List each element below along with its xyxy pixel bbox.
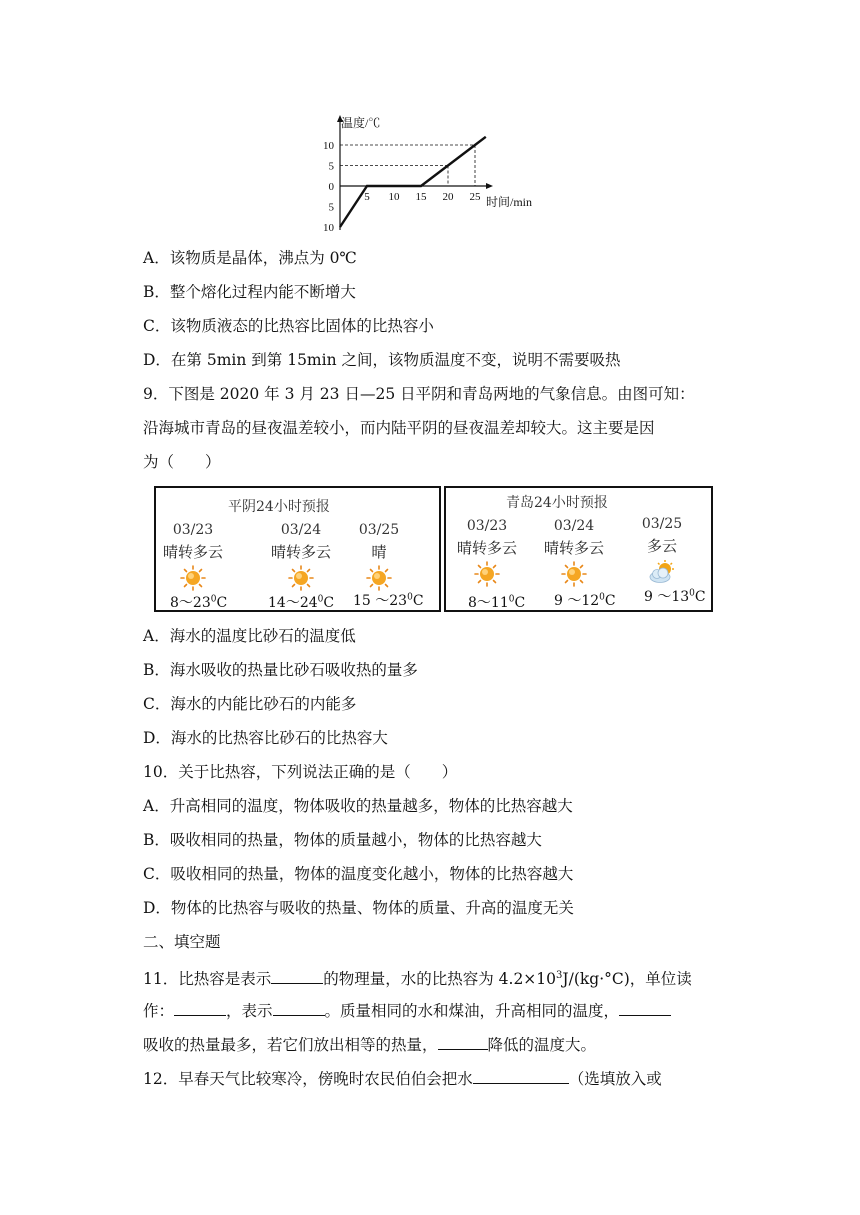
x-tick-label: 25 <box>469 191 481 203</box>
sun-icon <box>286 565 316 591</box>
qingdao-forecast-panel <box>444 486 713 612</box>
q11-line1: 11．比热容是表示 的物理量，水的比热容为 $4.2\times 10^3J/(kg\cdot^\circ C)$，单位读 <box>143 970 692 989</box>
q9-option-c: C．海水的内能比砂石的内能多 <box>143 695 357 713</box>
answer-blank[interactable] <box>273 1000 325 1016</box>
q9-option-b: B．海水吸收的热量比砂石吸收热的量多 <box>143 661 418 679</box>
forecast-condition: 晴转多云 <box>456 539 517 557</box>
forecast-condition: 多云 <box>646 537 677 555</box>
x-axis-arrow <box>486 183 493 189</box>
sun-icon <box>178 565 208 591</box>
q9-option-a: A．海水的温度比砂石的温度低 <box>143 627 356 645</box>
y-tick-label: 0 <box>328 181 334 193</box>
forecast-day <box>334 522 424 591</box>
forecast-temp: $14\sim 24^0C$ <box>268 594 335 611</box>
forecast-temp: $8\sim 11^0C$ <box>468 594 526 611</box>
forecast-title: 平阴24小时预报 <box>228 499 330 515</box>
q9-stem-line3: 为（ ） <box>143 453 221 471</box>
q12-line1: 12．早春天气比较寒冷，傍晚时农民伯伯会把水 （选填放入或 <box>143 1070 662 1088</box>
y-tick-label: 5 <box>328 160 334 173</box>
q9-option-d: D．海水的比热容比砂石的比热容大 <box>143 729 388 747</box>
forecast-date: 03/24 <box>553 518 595 534</box>
y-tick-label: 5 <box>328 201 334 214</box>
forecast-day <box>617 516 707 585</box>
y-tick-label: 10 <box>323 222 334 234</box>
q10-option-b: B．吸收相同的热量，物体的质量越小，物体的比热容越大 <box>143 831 542 849</box>
y-tick-label: 10 <box>323 140 334 152</box>
forecast-date: 03/23 <box>466 518 508 534</box>
answer-blank[interactable] <box>438 1034 488 1050</box>
forecast-temp: 9 $\sim 13^0C$ <box>644 588 706 605</box>
answer-blank[interactable] <box>174 1000 226 1016</box>
x-tick-label: 15 <box>415 191 427 203</box>
forecast-date: 03/25 <box>358 522 400 538</box>
answer-blank[interactable] <box>473 1068 569 1084</box>
x-axis-label: 时间/min <box>486 195 533 209</box>
forecast-date: 03/25 <box>641 516 683 532</box>
answer-blank[interactable] <box>619 1000 671 1016</box>
q8-option-d: D．在第 5min 到第 15min 之间，该物质温度不变，说明不需要吸热 <box>143 351 621 369</box>
forecast-temp: 15 $\sim 23^0C$ <box>353 592 424 609</box>
q9-stem-line2: 沿海城市青岛的昼夜温差较小，而内陆平阴的昼夜温差却较大。这主要是因 <box>143 419 655 437</box>
q10-stem: 10．关于比热容，下列说法正确的是（ ） <box>143 763 458 781</box>
forecast-day <box>148 522 238 591</box>
q8-option-b: B．整个熔化过程内能不断增大 <box>143 283 356 301</box>
sun-icon <box>472 561 502 587</box>
x-tick-label: 20 <box>442 191 454 203</box>
forecast-date: 03/23 <box>172 522 214 538</box>
sun-icon <box>559 561 589 587</box>
forecast-day <box>442 518 532 587</box>
q10-option-a: A．升高相同的温度，物体吸收的热量越多，物体的比热容越大 <box>143 797 573 815</box>
forecast-temp: $8\sim 23^0C$ <box>170 594 228 611</box>
data-series-line <box>340 137 486 227</box>
x-tick-label: 10 <box>388 191 400 203</box>
q11-line3: 吸收的热量最多，若它们放出相等的热量， 降低的温度大。 <box>143 1036 597 1054</box>
forecast-date: 03/24 <box>280 522 322 538</box>
forecast-day <box>529 518 619 587</box>
cloud-sun-icon <box>647 559 677 585</box>
x-tick-label: 5 <box>364 191 370 203</box>
forecast-condition: 晴转多云 <box>270 543 331 561</box>
q8-option-a: A．该物质是晶体，沸点为 0℃ <box>143 249 357 267</box>
q10-option-c: C．吸收相同的热量，物体的温度变化越小，物体的比热容越大 <box>143 865 574 883</box>
forecast-temp: 9 $\sim 12^0C$ <box>554 592 616 609</box>
q10-option-d: D．物体的比热容与吸收的热量、物体的质量、升高的温度无关 <box>143 899 574 917</box>
y-axis-label: 温度/℃ <box>341 116 381 130</box>
forecast-condition: 晴 <box>371 543 387 561</box>
pingyin-forecast-panel <box>154 486 441 612</box>
forecast-title: 青岛24小时预报 <box>506 495 608 511</box>
forecast-day <box>256 522 346 591</box>
q11-line2: 作： ，表示 。质量相同的水和煤油，升高相同的温度， <box>143 1000 671 1021</box>
forecast-condition: 晴转多云 <box>162 543 223 561</box>
section-heading: 二、填空题 <box>143 933 221 951</box>
sun-icon <box>364 565 394 591</box>
q8-option-c: C．该物质液态的比热容比固体的比热容小 <box>143 317 434 335</box>
answer-blank[interactable] <box>271 968 323 984</box>
q9-stem-line1: 9．下图是 2020 年 3 月 23 日—25 日平阴和青岛两地的气象信息。由图可知： <box>143 385 695 403</box>
forecast-condition: 晴转多云 <box>543 539 604 557</box>
temperature-time-chart <box>318 112 558 240</box>
